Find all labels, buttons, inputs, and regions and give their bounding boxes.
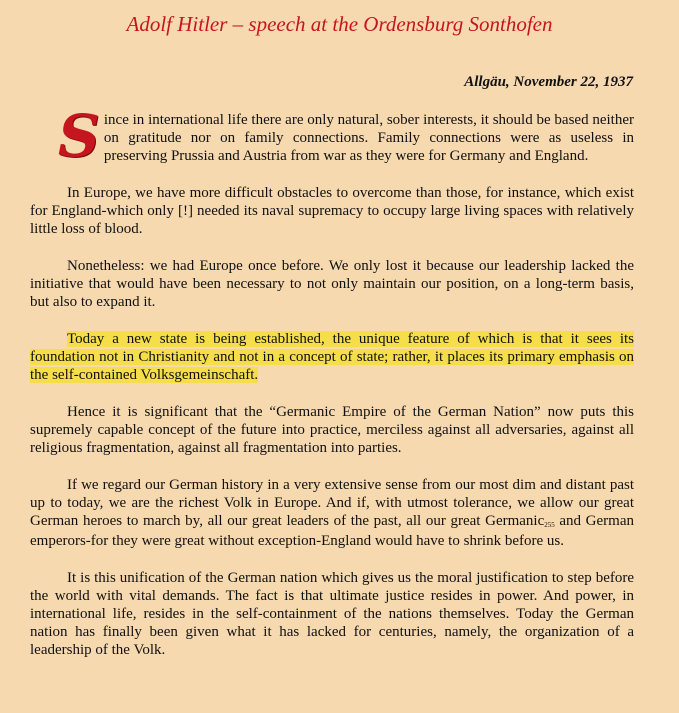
body-text: [30, 102, 634, 678]
paragraph-7: It is this unification of the German nation which gives us the moral justification to step before the world with vital demands. The fact is that ultimate justice resides in power. And power, in international life, resides in the self-containment of the nations themselves. Today the German nation has finally been given what it has lacked for centuries, namely, the organization of a leadership of the Volk.: [30, 570, 634, 658]
dateline: Allgäu, November 22, 1937: [464, 74, 633, 90]
footnote-marker: 255: [544, 521, 555, 529]
drop-cap-letter: S: [58, 102, 100, 170]
paragraph-1-text: ince in international life there are only natural, sober interests, it should be based neither on gratitude nor on family connections. Family connections were as useless in preserving Prussia and Austria from war as they were for Germany and England.: [103, 112, 634, 164]
highlighted-passage: Today a new state is being established, the unique feature of which is that it sees its foundation not in Christianity and not in a concept of state; rather, it places its primary emphasis on the self-contained Volksgemeinschaft.: [30, 331, 634, 383]
paragraph-1: [30, 102, 634, 170]
paragraph-5: Hence it is significant that the “Germanic Empire of the German Nation” now puts this supremely capable concept of the future into practice, merciless against all adversaries, against all religious fragmentation, against all fragmentation into parties.: [30, 404, 634, 456]
paragraph-6-text-b: and German emperors-for they were great without exception-England would have to shrink before us.: [30, 513, 634, 549]
page-title: Adolf Hitler – speech at the Ordensburg Sonthofen: [126, 12, 553, 36]
paragraph-4: [30, 330, 634, 384]
paragraph-6: [30, 476, 634, 550]
paragraph-6-text-a: If we regard our German history in a very extensive sense from our most dim and distant past up to today, we are the richest Volk in Europe. And if, with utmost tolerance, we allow our great German heroes to march by, all our great leaders of the past, all our great Germanic: [30, 477, 634, 529]
paragraph-3: Nonetheless: we had Europe once before. We only lost it because our leadership lacked the initiative that would have been necessary to not only maintain our position, on a long-term basis, but also to expand it.: [30, 258, 634, 310]
paragraph-2: In Europe, we have more difficult obstacles to overcome than those, for instance, which exist for England-which only [!] needed its naval supremacy to occupy large living spaces with relatively little loss of blood.: [30, 185, 634, 237]
